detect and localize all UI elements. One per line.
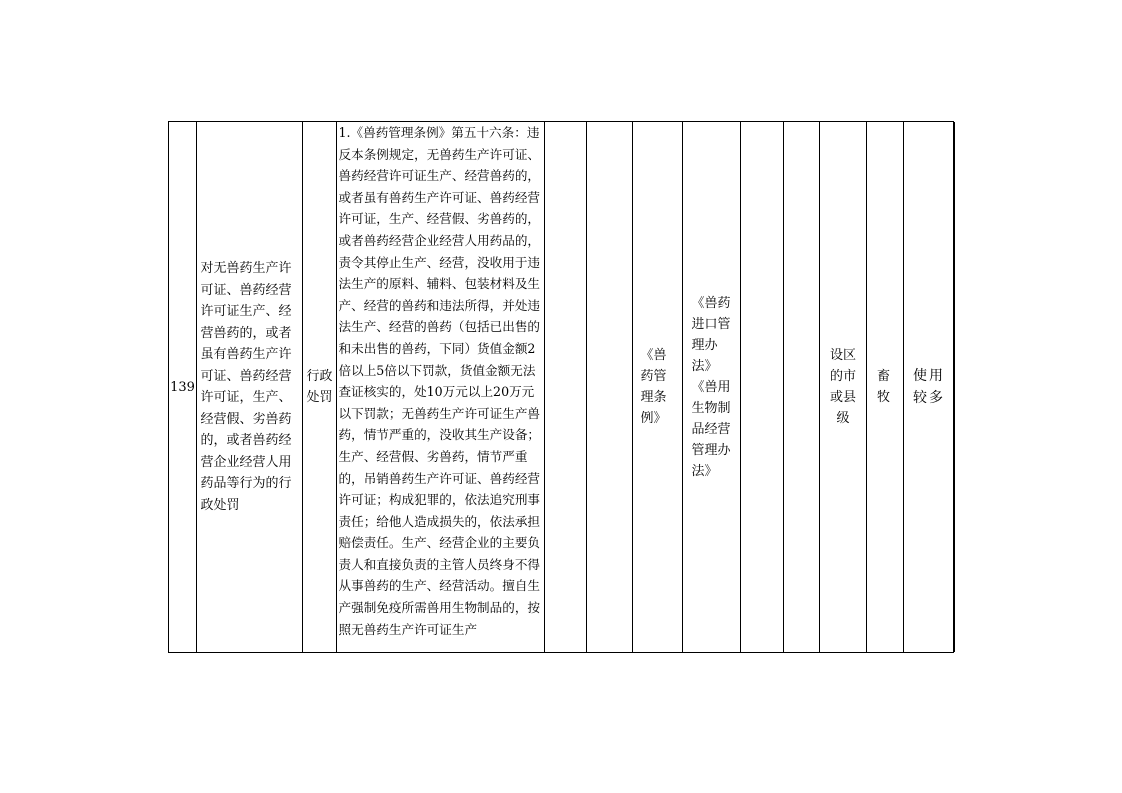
cell-law [633,122,683,652]
regulations-text: 《兽药进口管理办法》《兽用生物制品经营管理办法》 [691,295,731,479]
item-name-text: 对无兽药生产许可证、兽药经营许可证生产、经营兽药的，或者虽有兽药生产许可证、兽药经营许可证，生产、经营假、劣兽药的，或者兽药经营企业经营人用药品等行为的行政处罚 [200,261,292,513]
cell-basis [337,122,545,652]
department-text: 畜牧 [876,369,893,405]
document-table [168,121,954,653]
category-text: 行政处罚 [306,369,333,405]
cell-empty-6 [587,122,633,652]
cell-level [820,122,867,652]
cell-department [867,122,904,652]
cell-frequency [904,122,955,652]
cell-empty-9 [741,122,784,652]
law-text: 《兽药管理条例》 [640,348,667,426]
cell-seq [169,122,197,652]
cell-regulations [683,122,741,652]
level-text: 设区的市或县级 [829,348,856,426]
cell-empty-5 [545,122,587,652]
frequency-text: 使用较多 [913,368,945,406]
basis-text: 1.《兽药管理条例》第五十六条：违反本条例规定，无兽药生产许可证、兽药经营许可证生产、经营兽药的，或者虽有兽药生产许可证、兽药经营许可证，生产、经营假、劣兽药的，或者兽药经营企业经营人用药品的，责令其停止生产、经营，没收用于违法生产的原料、辅料、包装材料及生产、经营的兽药和违法所得，并处违法生产、经营的兽药（包括已出售的和未出售的兽药，下同）货值金额2倍以上5倍以下罚款，货值金额无法查证核实的，处10万元以上20万元以下罚款；无兽药生产许可证生产兽药，情节严重的，没收其生产设备；生产、经营假、劣兽药，情节严重的，吊销兽药生产许可证、兽药经营许可证；构成犯罪的，依法追究刑事责任；给他人造成损失的，依法承担赔偿责任。生产、经营企业的主要负责人和直接负责的主管人员终身不得从事兽药的生产、经营活动。擅自生产强制免疫所需兽用生物制品的，按照无兽药生产许可证生产 [338,125,540,637]
cell-item-name [197,122,303,652]
cell-category [303,122,337,652]
seq-number: 139 [170,379,195,395]
cell-empty-10 [784,122,820,652]
